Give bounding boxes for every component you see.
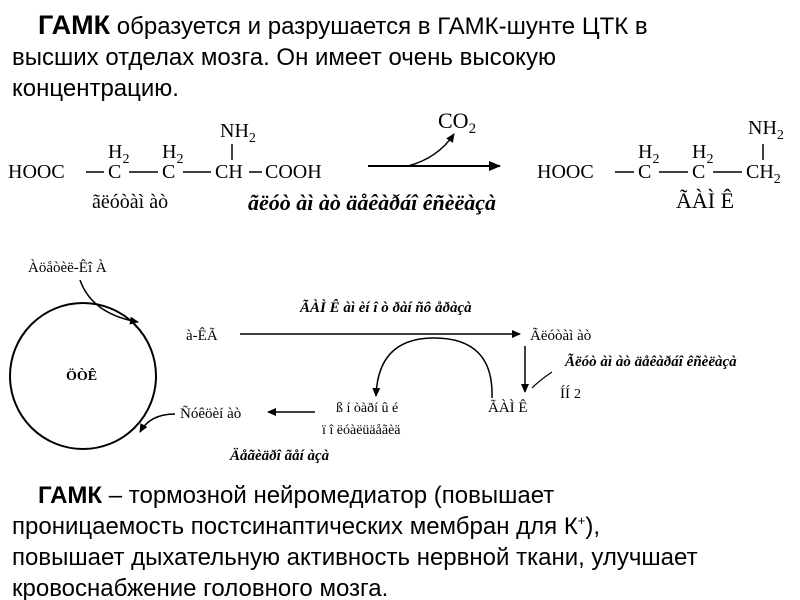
enzyme-label: ãëóò àì àò äåêàðáî êñèëàçà: [248, 190, 497, 215]
gaba-carbon-2: C: [692, 161, 706, 183]
nh2-label: ÍÍ 2: [560, 386, 581, 402]
gaba-structure: [537, 117, 784, 213]
intro-text-line1: образуется и разрушается в ГАМК-шунте ЦТК в: [110, 13, 648, 40]
decarboxylase-pointer: [532, 372, 552, 388]
glu-hooc-group: HOOC: [8, 161, 65, 183]
tca-cycle-label: ÖÒÊ: [66, 369, 98, 384]
succinate-label: Ñóêöèí àò: [180, 406, 242, 422]
gaba-nh2-group: $NH_2$: [748, 117, 784, 143]
outro-text-line3: повышает дыхательную активность нервной ткани, улучшает: [12, 544, 698, 571]
succinate-return-arrow: [140, 414, 175, 432]
gaba-to-semialdehyde-arrow: [376, 338, 492, 398]
intro-text-line3: концентрацию.: [12, 75, 179, 102]
co2-release-arrow: [408, 134, 454, 166]
co2-label: $CO_2$: [438, 108, 477, 137]
semialdehyde-label-line2: ï î ëóàëüäåãèä: [322, 423, 401, 438]
gaba-cycle-label: ÃÀÌ Ê: [488, 400, 528, 416]
glu-carbon-2: C: [162, 161, 176, 183]
gaba-ch2-group: $CH_2$: [746, 161, 781, 187]
outro-gaba-term: ГАМК: [38, 482, 103, 509]
glu-cooh-group: COOH: [265, 161, 322, 183]
intro-text-line2: высших отделах мозга. Он имеет очень высокую: [12, 44, 556, 71]
acetyl-coa-label: Àöåòèë-Êî À: [28, 260, 107, 276]
dehydrogenase-label: Äåãèäðî ãåí àçà: [230, 448, 330, 464]
outro-text-line1: – тормозной нейромедиатор (повышает: [102, 482, 555, 509]
gaba-h2-a: $H_2$: [638, 141, 660, 167]
acetyl-coa-entry-arrow: [80, 280, 138, 322]
outro-text-line2: проницаемость постсинаптических мембран для К+),: [12, 513, 601, 540]
glu-h2-a: $H_2$: [108, 141, 130, 167]
outro-text-line4: кровоснабжение головного мозга.: [12, 575, 389, 600]
transaminase-label: ÃÀÌ Ê àì èí î ò ðàí ñô åðàçà: [300, 300, 472, 316]
gaba-shunt-diagram: [10, 259, 737, 464]
gaba-carbon-1: C: [638, 161, 652, 183]
glu-ch-group: CH: [215, 161, 243, 183]
semialdehyde-label-line1: ß í òàðí û é: [336, 401, 399, 416]
cycle-decarboxylase-label: Ãëóò àì àò äåêàðáî êñèëàçà: [565, 354, 737, 370]
intro-gaba-term: ГАМК: [38, 10, 111, 40]
glu-h2-b: $H_2$: [162, 141, 184, 167]
glu-caption: ãëóòàì àò: [92, 191, 169, 213]
glu-carbon-1: C: [108, 161, 122, 183]
gaba-hooc-group: HOOC: [537, 161, 594, 183]
glu-nh2-group: $NH_2$: [220, 120, 256, 146]
alpha-ketoglutarate-label: à-ÊÃ: [186, 328, 218, 344]
gaba-caption: ÃÀÌ Ê: [676, 188, 735, 213]
outro-paragraph: [12, 480, 797, 600]
glutamate-label: Ãëóòàì àò: [530, 328, 592, 344]
gaba-h2-b: $H_2$: [692, 141, 714, 167]
